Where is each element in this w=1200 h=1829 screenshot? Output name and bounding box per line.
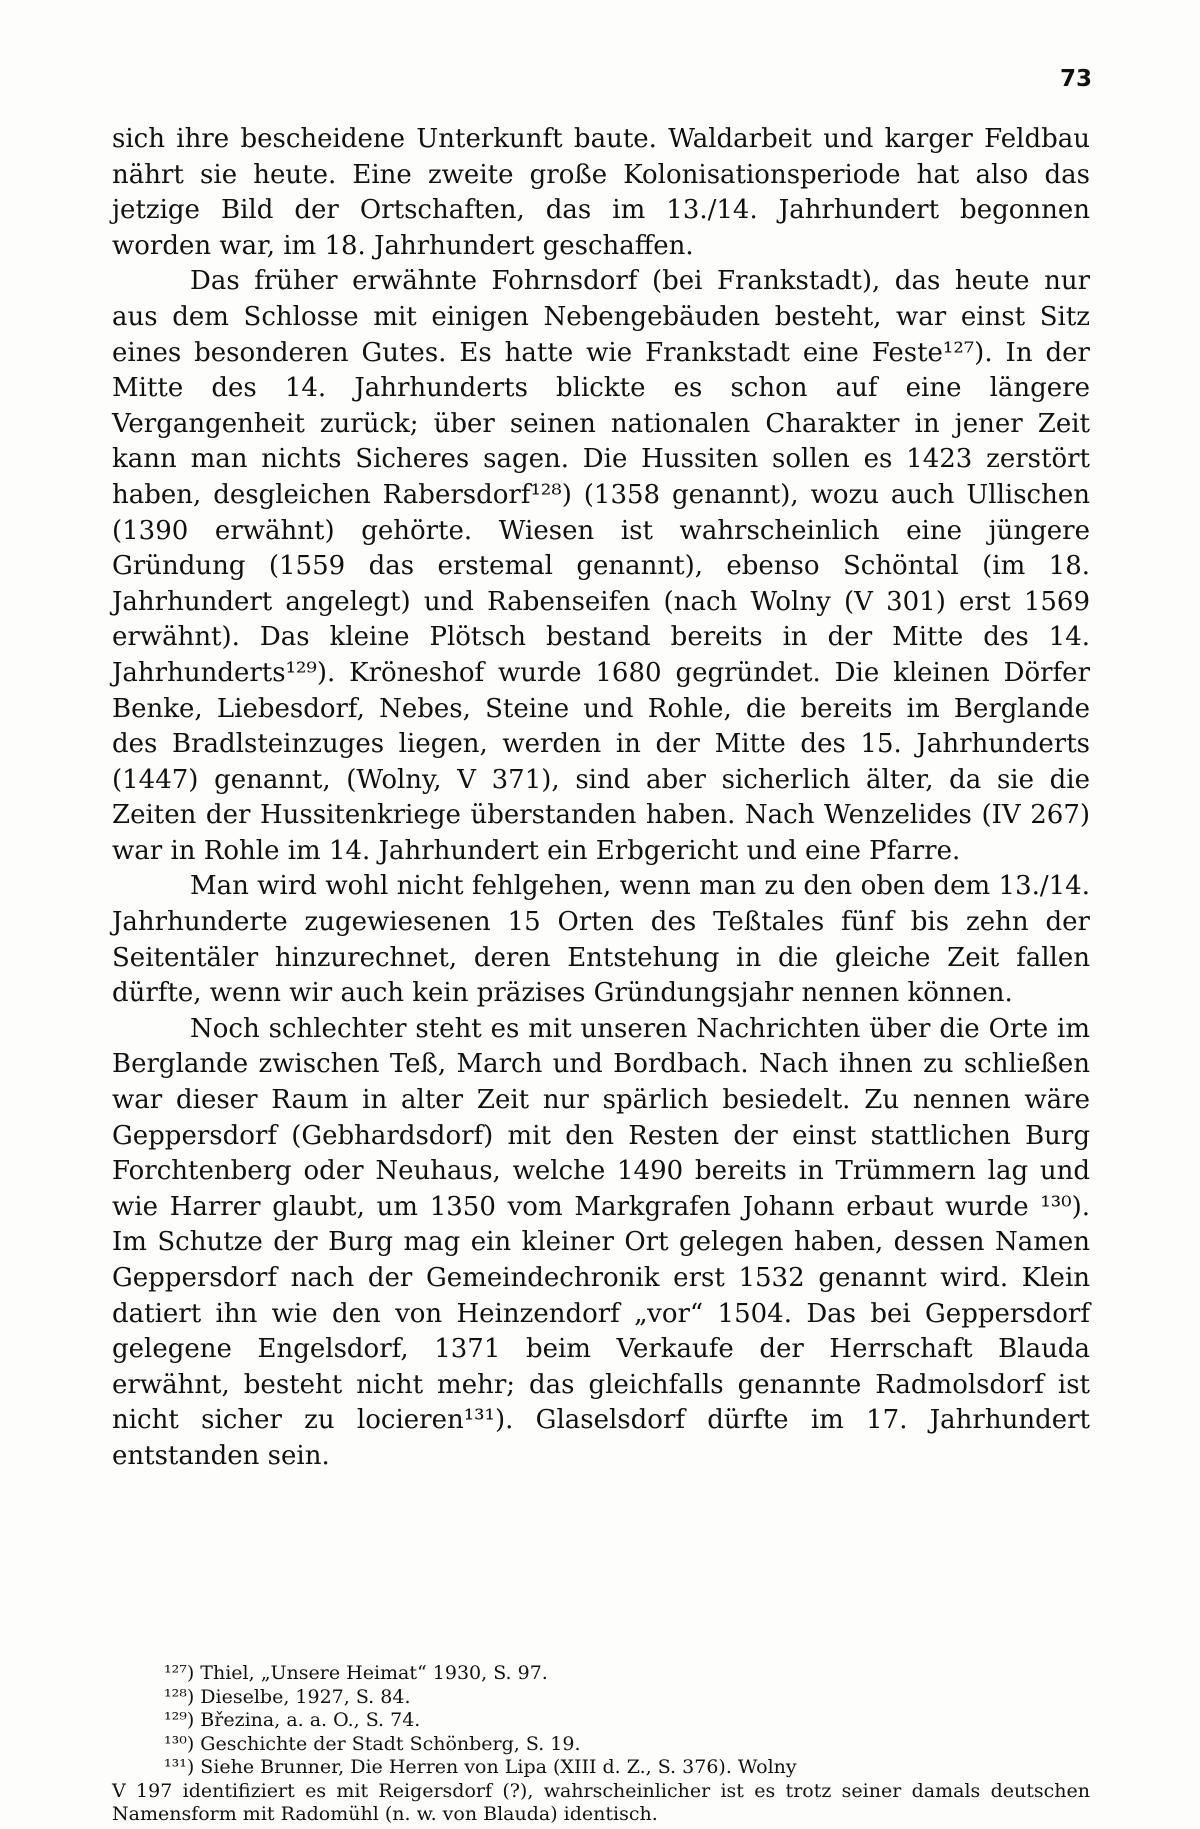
footnote-131: ¹³¹) Siehe Brunner, Die Herren von Lipa (XIII d. Z., S. 376). Wolny bbox=[164, 1756, 797, 1778]
footnotes bbox=[112, 1662, 1090, 1827]
footnote-131-continuation: V 197 identifiziert es mit Reigersdorf (?), wahrscheinlicher ist es trotz seiner damals deutschen Namensform mit Radomühl (n. w. von Blauda) identisch. bbox=[112, 1779, 1090, 1825]
footnote-128: ¹²⁸) Dieselbe, 1927, S. 84. bbox=[164, 1685, 411, 1708]
body-text bbox=[112, 122, 1090, 1475]
page-number: 73 bbox=[1059, 66, 1092, 92]
footnote-129: ¹²⁹) Březina, a. a. O., S. 74. bbox=[164, 1709, 421, 1731]
paragraph-2: Das früher erwähnte Fohrnsdorf (bei Frankstadt), das heute nur aus dem Schlosse mit einigen Nebengebäuden besteht, war einst Sitz eines besonderen Gutes. Es hatte wie Frankstadt eine Feste¹²⁷). In der Mitte des 14. Jahrhunderts blickte es schon auf eine längere Vergangenheit zurück; über seinen nationalen Charakter in jener Zeit kann man nichts Sicheres sagen. Die Hussiten sollen es 1423 zerstört haben, desgleichen Rabersdorf¹²⁸) (1358 genannt), wozu auch Ullischen (1390 erwähnt) gehörte. Wiesen ist wahrscheinlich eine jüngere Gründung (1559 das erstemal genannt), ebenso Schöntal (im 18. Jahrhundert angelegt) und Rabenseifen (nach Wolny (V 301) erst 1569 erwähnt). Das kleine Plötsch bestand bereits in der Mitte des 14. Jahrhunderts¹²⁹). Kröneshof wurde 1680 gegründet. Die kleinen Dörfer Benke, Liebesdorf, Nebes, Steine und Rohle, die bereits im Berglande des Bradlsteinzuges liegen, werden in der Mitte des 15. Jahrhunderts (1447) genannt, (Wolny, V 371), sind aber sicherlich älter, da sie die Zeiten der Hussitenkriege überstanden haben. Nach Wenzelides (IV 267) war in Rohle im 14. Jahrhundert ein Erbgericht und eine Pfarre. bbox=[112, 266, 1090, 866]
paragraph-1: sich ihre bescheidene Unterkunft baute. Waldarbeit und karger Feldbau nährt sie heute. Eine zweite große Kolonisationsperiode hat also das jetzige Bild der Ortschaften, das im 13./14. Jahrhundert begonnen worden war, im 18. Jahrhundert geschaffen. bbox=[112, 124, 1090, 261]
paragraph-4: Noch schlechter steht es mit unseren Nachrichten über die Orte im Berglande zwischen Teß, March und Bordbach. Nach ihnen zu schließen war dieser Raum in alter Zeit nur spärlich besiedelt. Zu nennen wäre Geppersdorf (Gebhardsdorf) mit den Resten der einst stattlichen Burg Forchtenberg oder Neuhaus, welche 1490 bereits in Trümmern lag und wie Harrer glaubt, um 1350 vom Markgrafen Johann erbaut wurde ¹³⁰). Im Schutze der Burg mag ein kleiner Ort gelegen haben, dessen Namen Geppersdorf nach der Gemeindechronik erst 1532 genannt wird. Klein datiert ihn wie den von Heinzendorf „vor“ 1504. Das bei Geppersdorf gelegene Engelsdorf, 1371 beim Verkaufe der Herrschaft Blauda erwähnt, besteht nicht mehr; das gleichfalls genannte Radmolsdorf ist nicht sicher zu locieren¹³¹). Glaselsdorf dürfte im 17. Jahrhundert entstanden sein. bbox=[112, 1013, 1090, 1471]
footnote-127: ¹²⁷) Thiel, „Unsere Heimat“ 1930, S. 97. bbox=[164, 1662, 548, 1684]
footnote-130: ¹³⁰) Geschichte der Stadt Schönberg, S. 19. bbox=[164, 1732, 581, 1755]
paragraph-3: Man wird wohl nicht fehlgehen, wenn man zu den oben dem 13./14. Jahrhunderte zugewiesenen 15 Orten des Teßtales fünf bis zehn der Seitentäler hinzurechnet, deren Entstehung in die gleiche Zeit fallen dürfte, wenn wir auch kein präzises Gründungsjahr nennen können. bbox=[112, 871, 1090, 1009]
